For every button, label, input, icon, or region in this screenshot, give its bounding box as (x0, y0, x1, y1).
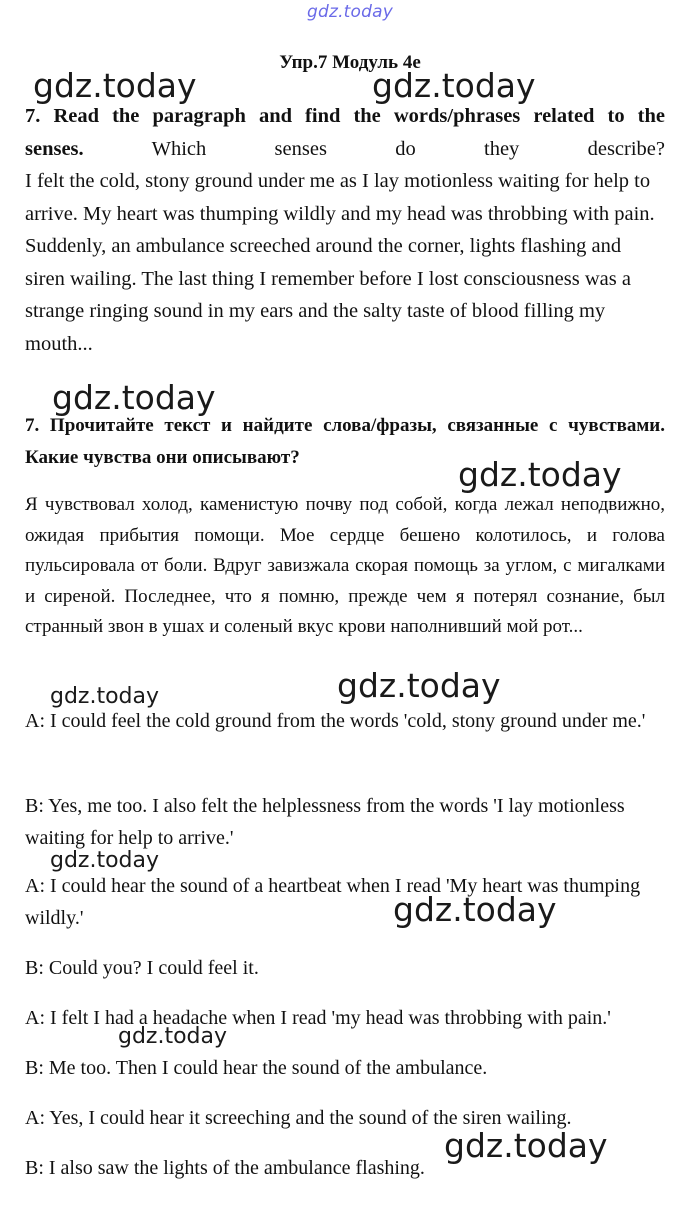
watermark: gdz.today (33, 66, 197, 105)
watermark: gdz.today (372, 66, 536, 105)
dialogue-line-b1: B: Yes, me too. I also felt the helplessness from the words 'I lay motionless waiting for help to arrive.' (25, 795, 625, 849)
dialogue-line-b3: B: Me too. Then I could hear the sound of the ambulance. (25, 1057, 488, 1079)
task-heading-ru: 7. Прочитайте текст и найдите слова/фразы, связанные с чувствами. Какие чувства они описывают? (25, 415, 665, 468)
dialogue-line-a2: A: I could hear the sound of a heartbeat when I read 'My heart was thumping wildly.' (25, 875, 641, 929)
watermark: gdz.today (393, 890, 557, 929)
task-russian (25, 410, 665, 474)
watermark: gdz.today (52, 378, 216, 417)
dialogue-line-a1: A: I could feel the cold ground from the words 'cold, stony ground under me.' (25, 710, 646, 732)
task-heading-question: Which senses do they describe? (151, 137, 665, 160)
dialogue-line-a4: A: Yes, I could hear it screeching and the sound of the siren wailing. (25, 1107, 572, 1129)
site-header-link[interactable]: gdz.today (306, 2, 394, 22)
watermark: gdz.today (50, 848, 160, 873)
task-english (25, 100, 665, 360)
task-heading-en-line2 (25, 133, 665, 166)
watermark: gdz.today (444, 1126, 608, 1165)
page-title: Упр.7 Модуль 4е (279, 52, 421, 73)
task-heading-en: 7. Read the paragraph and find the words/phrases related to the (25, 105, 665, 127)
dialogue-line-b4: B: I also saw the lights of the ambulance flashing. (25, 1157, 425, 1179)
watermark: gdz.today (458, 455, 622, 494)
dialogue-line (25, 705, 670, 737)
watermark: gdz.today (50, 684, 160, 709)
dialogue-line (25, 790, 670, 854)
dialogue-line-b2: B: Could you? I could feel it. (25, 957, 259, 979)
dialogue-line (25, 1152, 670, 1184)
dialogue-line (25, 952, 670, 984)
dialogue-line-a3: A: I felt I had a headache when I read 'my head was throbbing with pain.' (25, 1007, 611, 1029)
watermark: gdz.today (337, 666, 501, 705)
dialogue-line (25, 1002, 670, 1034)
task-paragraph-en: I felt the cold, stony ground under me as I lay motionless waiting for help to arrive. My heart was thumping wildly and my head was throbbing with pain. Suddenly, an ambulance screeched around the corner, lights flashing and siren wailing. The last thing I remember before I lost consciousness was a strange ringing sound in my ears and the salty taste of blood filling my mouth... (25, 170, 655, 355)
task-paragraph-ru: Я чувствовал холод, каменистую почву под собой, когда лежал неподвижно, ожидая прибытия помощи. Мое сердце бешено колотилось, и голова пульсировала от боли. Вдруг завизжала скорая помощь за углом, с мигалками и сиреной. Последнее, что я помню, прежде чем я потерял сознание, был странный звон в ушах и соленый вкус крови наполнивший мой рот... (25, 494, 665, 637)
watermark: gdz.today (118, 1024, 228, 1049)
dialogue-line (25, 1102, 670, 1134)
dialogue-line (25, 870, 670, 934)
task-heading-bold-word: senses. (25, 137, 84, 160)
dialogue-line (25, 1052, 670, 1084)
